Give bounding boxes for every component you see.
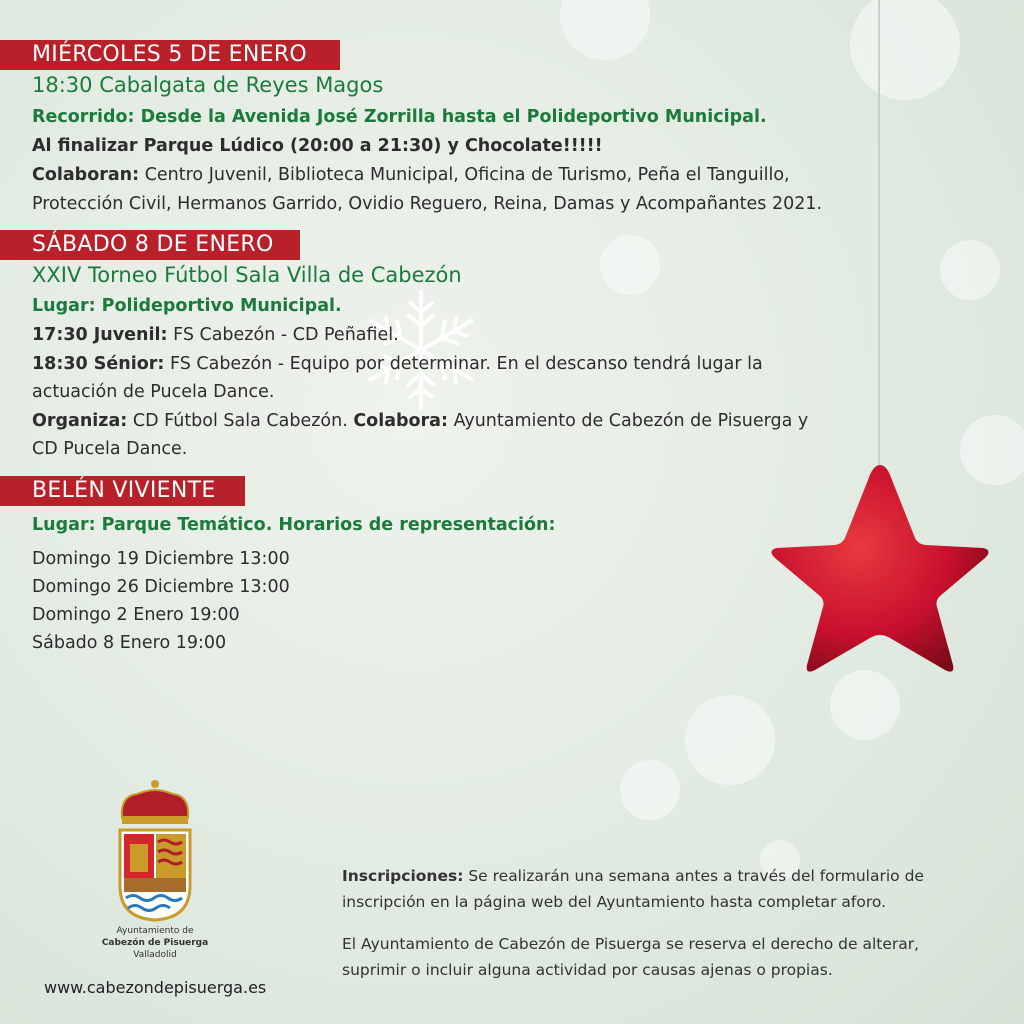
org-label: Organiza:	[32, 411, 128, 431]
inscription-label: Inscripciones:	[342, 867, 464, 885]
event-place: Lugar: Parque Temático. Horarios de representación:	[32, 515, 556, 535]
disclaimer-cont: suprimir o incluir alguna actividad por causas ajenas o propias.	[342, 961, 833, 979]
event-collaborators-cont: Protección Civil, Hermanos Garrido, Ovidio Reguero, Reina, Damas y Acompañantes 2021.	[32, 194, 823, 214]
star-ornament-icon	[765, 460, 995, 680]
logo-caption-line3: Valladolid	[133, 950, 177, 960]
collab-label: Colabora:	[353, 411, 448, 431]
event-place: Lugar: Polideportivo Municipal.	[32, 296, 342, 316]
event-route: Recorrido: Desde la Avenida José Zorrilla hasta el Polideportivo Municipal.	[32, 107, 767, 127]
section-heading: SÁBADO 8 DE ENERO	[0, 230, 300, 260]
disclaimer: El Ayuntamiento de Cabezón de Pisuerga se reserva el derecho de alterar,	[342, 935, 920, 953]
ornament-string	[878, 0, 880, 465]
schedule-item: Sábado 8 Enero 19:00	[32, 633, 227, 653]
snowflake-icon	[356, 285, 486, 415]
organizer	[32, 408, 808, 434]
bokeh-circle	[850, 0, 960, 100]
inscription-info	[342, 864, 924, 888]
inscription-text: Se realizarán una semana antes a través del formulario de	[463, 867, 924, 885]
match-senior	[32, 351, 763, 377]
bokeh-circle	[685, 695, 775, 785]
event-title: XXIV Torneo Fútbol Sala Villa de Cabezón	[32, 263, 462, 287]
event-title: 18:30 Cabalgata de Reyes Magos	[32, 73, 384, 97]
match-text: FS Cabezón - Equipo por determinar. En el descanso tendrá lugar la	[164, 354, 763, 374]
match-label: 18:30 Sénior:	[32, 354, 165, 374]
bokeh-circle	[600, 235, 660, 295]
website-link[interactable]: www.cabezondepisuerga.es	[44, 978, 267, 997]
logo-caption-line1: Ayuntamiento de	[116, 926, 194, 936]
event-collaborators	[32, 162, 790, 188]
coat-of-arms-icon	[112, 778, 198, 924]
schedule-item: Domingo 19 Diciembre 13:00	[32, 549, 290, 569]
match-juvenil	[32, 322, 399, 348]
collab-label: Colaboran:	[32, 165, 140, 185]
collab-text: Centro Juvenil, Biblioteca Municipal, Oficina de Turismo, Peña el Tanguillo,	[139, 165, 790, 185]
organizer-cont: CD Pucela Dance.	[32, 439, 188, 459]
match-label: 17:30 Juvenil:	[32, 325, 168, 345]
match-text: FS Cabezón - CD Peñafiel.	[167, 325, 399, 345]
org-text: CD Fútbol Sala Cabezón.	[127, 411, 354, 431]
section-heading: BELÉN VIVIENTE	[0, 476, 245, 506]
bokeh-circle	[620, 760, 680, 820]
section-heading: MIÉRCOLES 5 DE ENERO	[0, 40, 340, 70]
inscription-info-cont: inscripción en la página web del Ayuntamiento hasta completar aforo.	[342, 893, 887, 911]
bokeh-circle	[560, 0, 650, 60]
collab-text: Ayuntamiento de Cabezón de Pisuerga y	[448, 411, 809, 431]
event-extra: Al finalizar Parque Lúdico (20:00 a 21:30) y Chocolate!!!!!	[32, 136, 603, 156]
bokeh-circle	[940, 240, 1000, 300]
bokeh-circle	[830, 670, 900, 740]
schedule-item: Domingo 2 Enero 19:00	[32, 605, 240, 625]
schedule-item: Domingo 26 Diciembre 13:00	[32, 577, 290, 597]
logo-caption-line2: Cabezón de Pisuerga	[101, 938, 209, 948]
match-senior-cont: actuación de Pucela Dance.	[32, 382, 275, 402]
